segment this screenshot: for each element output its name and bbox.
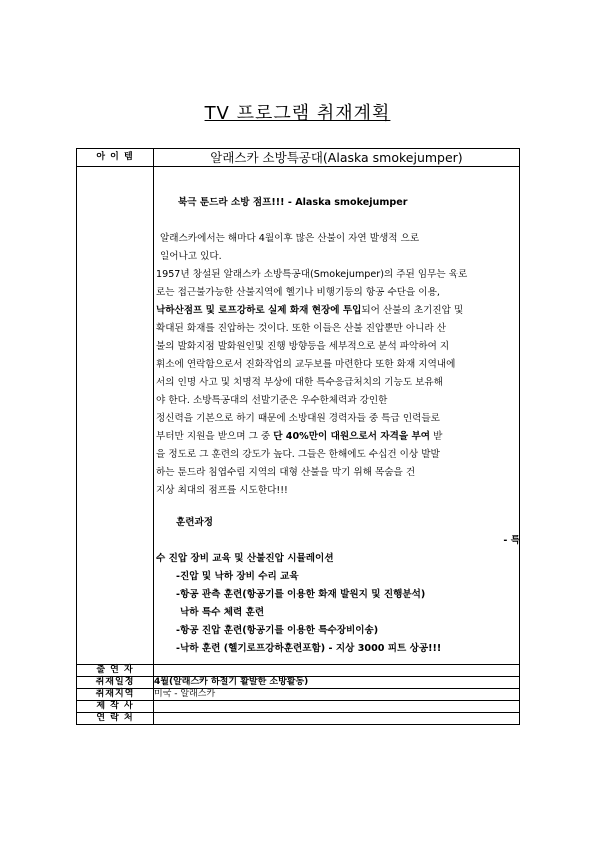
- training-title: 훈련과정: [176, 517, 214, 528]
- content-label-cell: [77, 167, 154, 665]
- bold-text: 단 40%만이 대원으로서 자격을 부여: [273, 431, 431, 442]
- paragraph-line: 서의 인명 사고 및 치명적 부상에 대한 특수응급처치의 기능도 보유해: [156, 377, 443, 388]
- training-item: -항공 진압 훈련(항공기를 이용한 특수장비이송): [176, 625, 379, 636]
- producer-label: 제 작 사: [77, 701, 154, 713]
- training-item: 수 진압 장비 교육 및 산불진압 시뮬레이션: [156, 553, 334, 564]
- paragraph-text: 받: [430, 431, 443, 442]
- paragraph-line: [156, 428, 442, 446]
- paragraph-line: 불의 발화지점 발화원인및 진행 방향등을 세부적으로 분석 파악하여 지: [156, 341, 450, 352]
- paragraph-line: 알래스카에서는 해마다 4월이후 많은 산불이 자연 발생적 으로: [160, 233, 420, 244]
- training-item: -항공 관측 훈련(항공기를 이용한 화재 발원지 및 진행분석): [176, 589, 426, 600]
- cast-value: [154, 665, 520, 677]
- cast-label: 출 연 자: [77, 665, 154, 677]
- training-dash: - 특: [503, 535, 520, 546]
- paragraph-line: 야 한다. 소방특공대의 선발기준은 우수한체력과 강인한: [156, 395, 388, 406]
- contact-label: 연 락 처: [77, 713, 154, 725]
- bold-text: 낙하산점프 및 로프강하로 실제 화재 현장에 투입: [156, 305, 362, 316]
- paragraph-text: 부터만 지원을 받으며 그 중: [156, 431, 274, 442]
- schedule-label: 취재일정: [77, 677, 154, 689]
- training-item: 낙하 특수 체력 훈련: [180, 607, 265, 618]
- paragraph-line: 확대된 화재를 진압하는 것이다. 또한 이들은 산불 진압뿐만 아니라 산: [156, 323, 446, 334]
- paragraph-line: [156, 302, 463, 320]
- contact-value: [154, 713, 520, 725]
- training-item: -낙하 훈련 (헬기로프강하훈련포함) - 지상 3000 피트 상공!!!: [176, 643, 442, 654]
- paragraph-line: 정신력을 기본으로 하기 때문에 소방대원 경력자들 중 특급 인력들로: [156, 413, 440, 424]
- content-heading: 북극 툰드라 소방 점프!!! - Alaska smokejumper: [178, 197, 408, 208]
- paragraph-line: 로는 접근불가능한 산불지역에 헬기나 비행기등의 항공 수단을 이용,: [156, 287, 440, 298]
- producer-value: [154, 701, 520, 713]
- content-cell: [154, 167, 520, 665]
- plan-table: [76, 148, 520, 725]
- paragraph-line: 일어나고 있다.: [160, 251, 222, 262]
- training-item: -진압 및 낙하 장비 수리 교육: [176, 571, 299, 582]
- document-title: TV 프로그램 취재계획: [204, 103, 391, 124]
- paragraph-line: 지상 최대의 점프를 시도한다!!!: [156, 485, 288, 496]
- item-label: 아 이 템: [77, 149, 154, 167]
- paragraph-line: 하는 툰드라 침엽수림 지역의 대형 산불을 막기 위해 목숨을 건: [156, 467, 416, 478]
- item-value: 알래스카 소방특공대(Alaska smokejumper): [154, 149, 520, 167]
- paragraph-line: 휘소에 연락함으로서 진화작업의 교두보를 마련한다 또한 화재 지역내에: [156, 359, 456, 370]
- schedule-value: 4월(알래스카 하절기 활발한 소방활동): [154, 677, 520, 689]
- location-label: 취재지역: [77, 689, 154, 701]
- location-value: 미국 - 알래스카: [154, 689, 520, 701]
- paragraph-line: 1957년 창설된 알래스카 소방특공대(Smokejumper)의 주된 임무는 육로: [156, 269, 468, 280]
- paragraph-line: 을 정도로 그 훈련의 강도가 높다. 그들은 한해에도 수십건 이상 발발: [156, 449, 440, 460]
- paragraph-text: 되어 산불의 초기진압 및: [361, 305, 464, 316]
